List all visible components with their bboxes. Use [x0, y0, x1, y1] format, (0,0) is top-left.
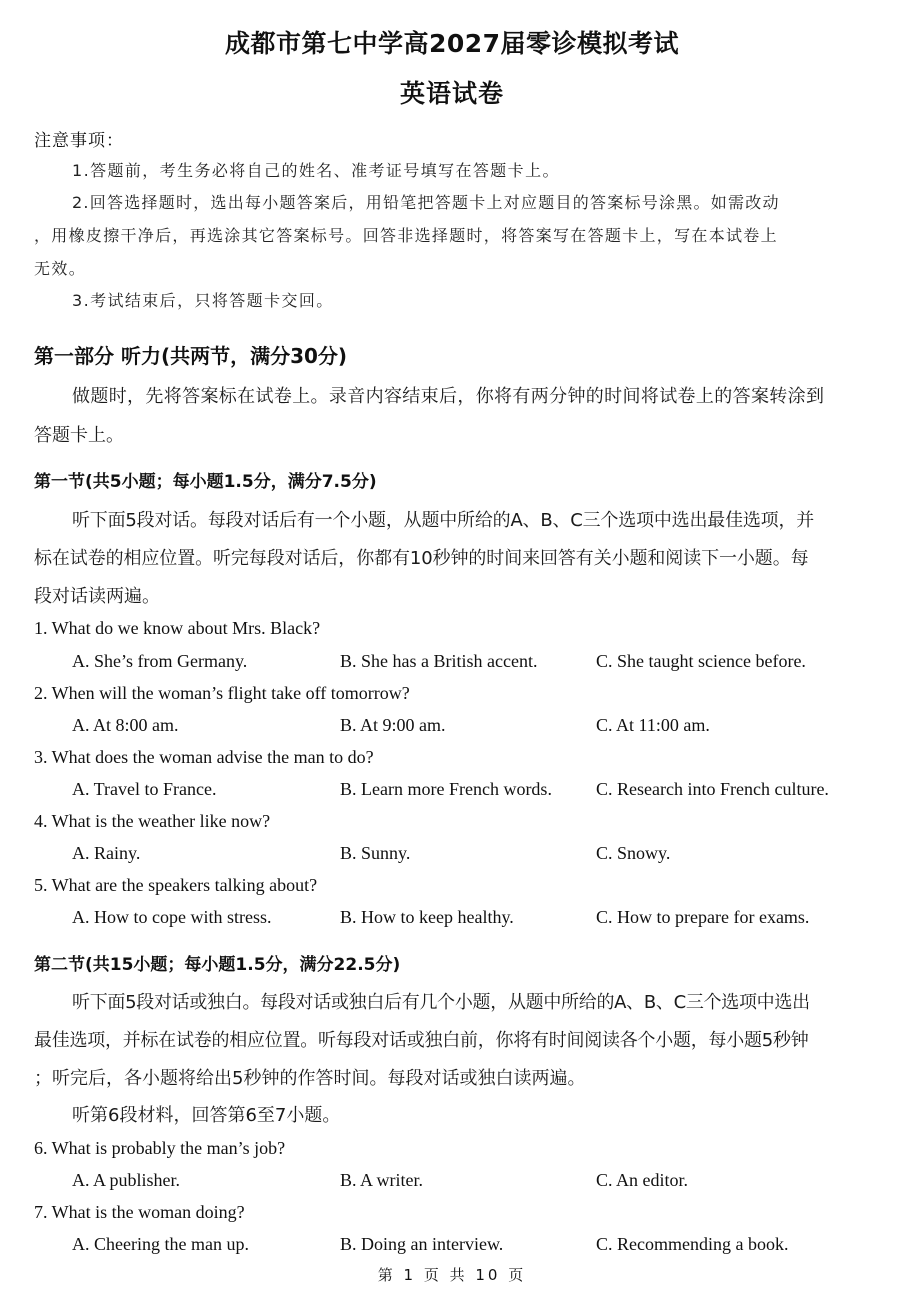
section-2-intro-line-3: ；听完后，各小题将给出5秒钟的作答时间。每段对话或独白读两遍。 — [34, 1068, 586, 1089]
exam-subtitle: 英语试卷 — [399, 79, 504, 108]
part-1-heading: 第一部分 听力(共两节，满分30分) — [34, 344, 348, 368]
question-3-option-b: B. Learn more French words. — [340, 779, 552, 799]
section-1-intro-line-2: 标在试卷的相应位置。听完每段对话后，你都有10秒钟的时间来回答有关小题和阅读下一小题。每 — [34, 548, 809, 569]
notice-item-2-line-3: 无效。 — [34, 259, 87, 278]
question-2-option-c: C. At 11:00 am. — [596, 715, 710, 735]
question-6: 6. What is probably the man’s job? — [34, 1138, 286, 1158]
question-3: 3. What does the woman advise the man to do? — [34, 747, 374, 767]
notice-item-1: 1.答题前，考生务必将自己的姓名、准考证号填写在答题卡上。 — [72, 161, 560, 180]
question-6-option-a: A. A publisher. — [72, 1170, 181, 1190]
question-1-option-b: B. She has a British accent. — [340, 651, 538, 671]
question-7-option-c: C. Recommending a book. — [596, 1234, 789, 1254]
notice-item-3: 3.考试结束后，只将答题卡交回。 — [72, 291, 334, 310]
section-2-heading: 第二节(共15小题；每小题1.5分，满分22.5分) — [34, 955, 401, 975]
question-5-option-a: A. How to cope with stress. — [72, 907, 272, 927]
question-4-option-a: A. Rainy. — [72, 843, 141, 863]
question-4-option-b: B. Sunny. — [340, 843, 411, 863]
question-5: 5. What are the speakers talking about? — [34, 875, 318, 895]
part-1-intro-line-2: 答题卡上。 — [34, 425, 124, 446]
question-7: 7. What is the woman doing? — [34, 1202, 245, 1222]
question-7-option-b: B. Doing an interview. — [340, 1234, 504, 1254]
section-2-intro-line-2: 最佳选项，并标在试卷的相应位置。听每段对话或独白前，你将有时间阅读各个小题，每小题5秒钟 — [34, 1030, 809, 1051]
exam-title: 成都市第七中学高2027届零诊模拟考试 — [224, 29, 680, 58]
notice-item-2-line-2: ，用橡皮擦干净后，再选涂其它答案标号。回答非选择题时，将答案写在答题卡上，写在本试卷上 — [34, 226, 778, 245]
page-footer: 第 1 页 共 10 页 — [377, 1266, 527, 1284]
material-6-instruction: 听第6段材料，回答第6至7小题。 — [72, 1105, 341, 1126]
section-1-heading: 第一节(共5小题；每小题1.5分，满分7.5分) — [34, 472, 377, 492]
question-3-option-a: A. Travel to France. — [72, 779, 217, 799]
question-2-option-a: A. At 8:00 am. — [72, 715, 179, 735]
question-6-option-b: B. A writer. — [340, 1170, 424, 1190]
question-5-option-b: B. How to keep healthy. — [340, 907, 514, 927]
question-2-option-b: B. At 9:00 am. — [340, 715, 446, 735]
question-3-option-c: C. Research into French culture. — [596, 779, 829, 799]
question-6-option-c: C. An editor. — [596, 1170, 689, 1190]
part-1-intro-line-1: 做题时，先将答案标在试卷上。录音内容结束后，你将有两分钟的时间将试卷上的答案转涂到 — [72, 386, 825, 407]
question-1-option-a: A. She’s from Germany. — [72, 651, 248, 671]
section-1-intro-line-3: 段对话读两遍。 — [34, 586, 160, 607]
question-7-option-a: A. Cheering the man up. — [72, 1234, 249, 1254]
question-4-option-c: C. Snowy. — [596, 843, 671, 863]
question-1-option-c: C. She taught science before. — [596, 651, 806, 671]
section-1-intro-line-1: 听下面5段对话。每段对话后有一个小题，从题中所给的A、B、C三个选项中选出最佳选项，并 — [72, 510, 815, 531]
notice-heading: 注意事项： — [34, 131, 124, 151]
question-2: 2. When will the woman’s flight take off tomorrow? — [34, 683, 410, 703]
notice-item-2-line-1: 2.回答选择题时，选出每小题答案后，用铅笔把答题卡上对应题目的答案标号涂黑。如需改动 — [72, 193, 780, 212]
section-2-intro-line-1: 听下面5段对话或独白。每段对话或独白后有几个小题，从题中所给的A、B、C三个选项中选出 — [72, 992, 810, 1013]
question-4: 4. What is the weather like now? — [34, 811, 271, 831]
question-1: 1. What do we know about Mrs. Black? — [34, 618, 321, 638]
question-5-option-c: C. How to prepare for exams. — [596, 907, 810, 927]
